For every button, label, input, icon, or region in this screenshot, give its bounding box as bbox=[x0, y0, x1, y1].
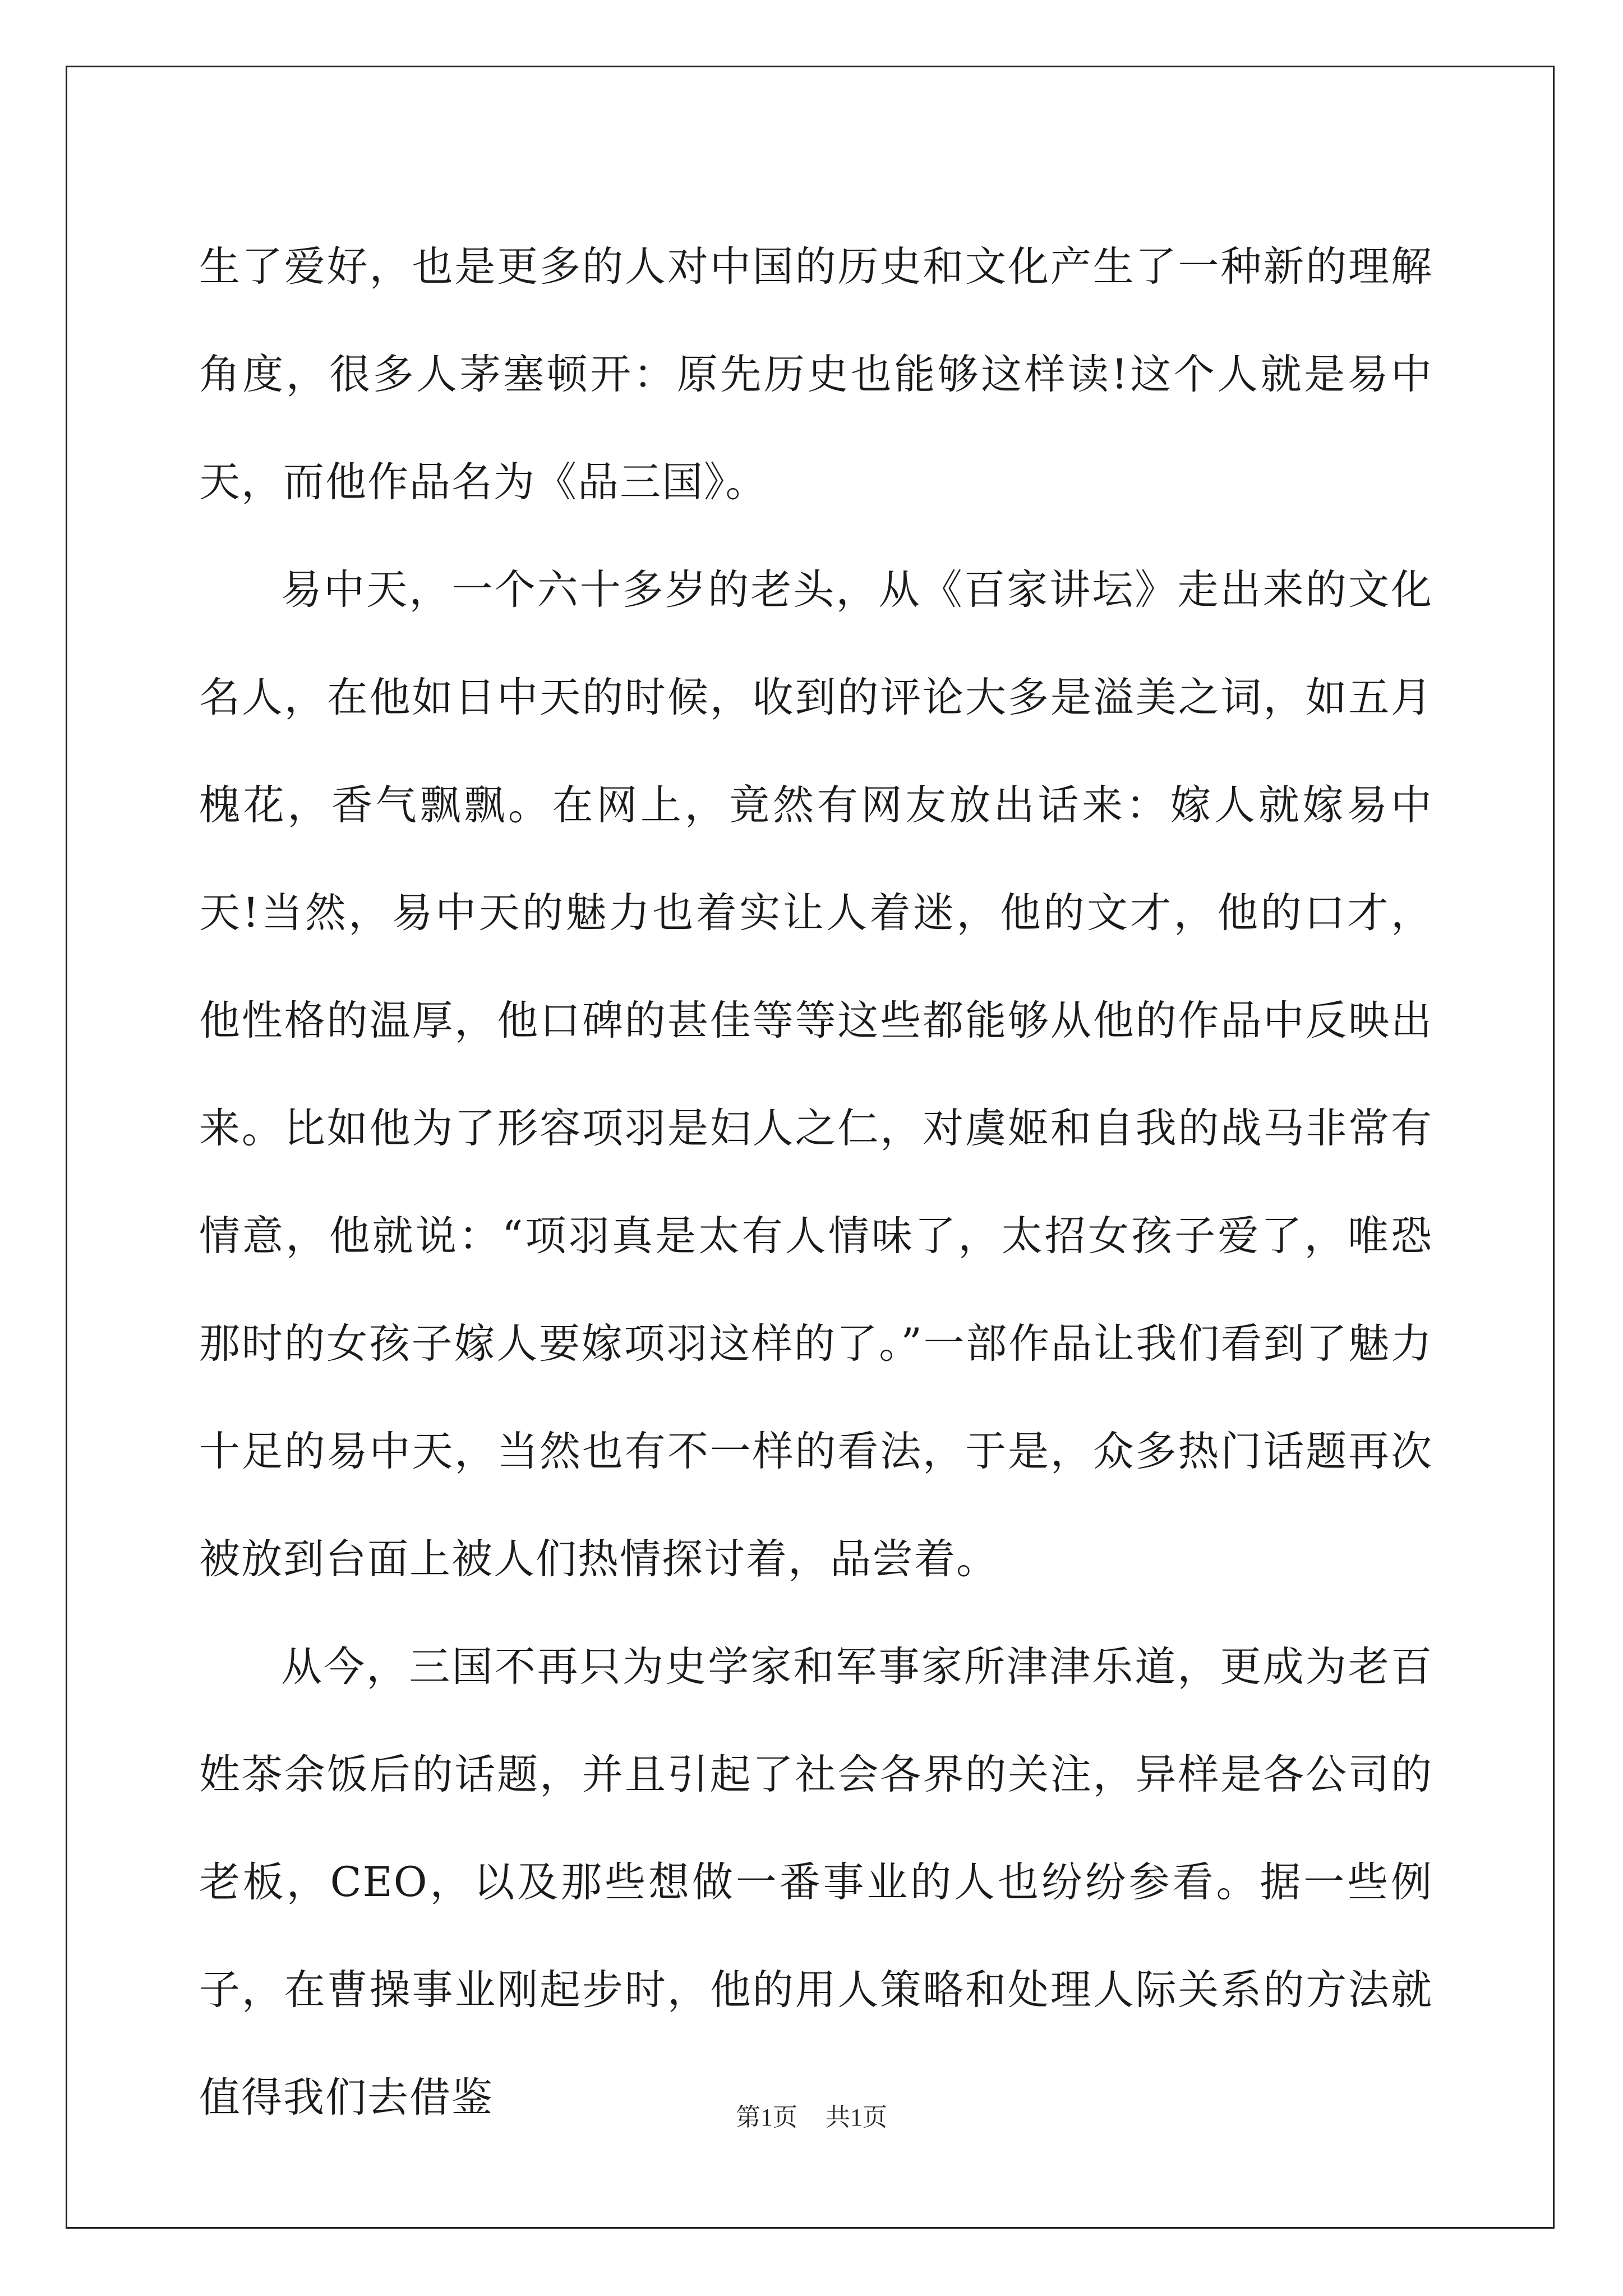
page-number: 第1页 bbox=[736, 2104, 797, 2131]
paragraph-3: 从今，三国不再只为史学家和军事家所津津乐道，更成为老百姓茶余饭后的话题，并且引起了社会各界的关注，异样是各公司的老板，CEO，以及那些想做一番事业的人也纷纷参看。据一些例子，在曹操事业刚起步时，他的用人策略和处理人际关系的方法就值得我们去借鉴 bbox=[199, 1643, 1433, 2122]
page-footer bbox=[0, 2101, 1623, 2134]
paragraph-2: 易中天，一个六十多岁的老头，从《百家讲坛》走出来的文化名人，在他如日中天的时候，收到的评论大多是溢美之词，如五月槐花，香气飘飘。在网上，竟然有网友放出话来：嫁人就嫁易中天!当然，易中天的魅力也着实让人着迷，他的文才，他的口才，他性格的温厚，他口碑的甚佳等等这些都能够从他的作品中反映出来。比如他为了形容项羽是妇人之仁，对虞姬和自我的战马非常有情意，他就说：“项羽真是太有人情味了，太招女孩子爱了，唯恐那时的女孩子嫁人要嫁项羽这样的了。”一部作品让我们看到了魅力十足的易中天，当然也有不一样的看法，于是，众多热门话题再次被放到台面上被人们热情探讨着，品尝着。 bbox=[199, 566, 1433, 1583]
paragraph-1: 生了爱好，也是更多的人对中国的历史和文化产生了一种新的理解角度，很多人茅塞顿开：原先历史也能够这样读!这个人就是易中天，而他作品名为《品三国》。 bbox=[199, 243, 1433, 506]
page-total: 共1页 bbox=[826, 2104, 887, 2131]
document-body bbox=[199, 213, 1433, 2152]
